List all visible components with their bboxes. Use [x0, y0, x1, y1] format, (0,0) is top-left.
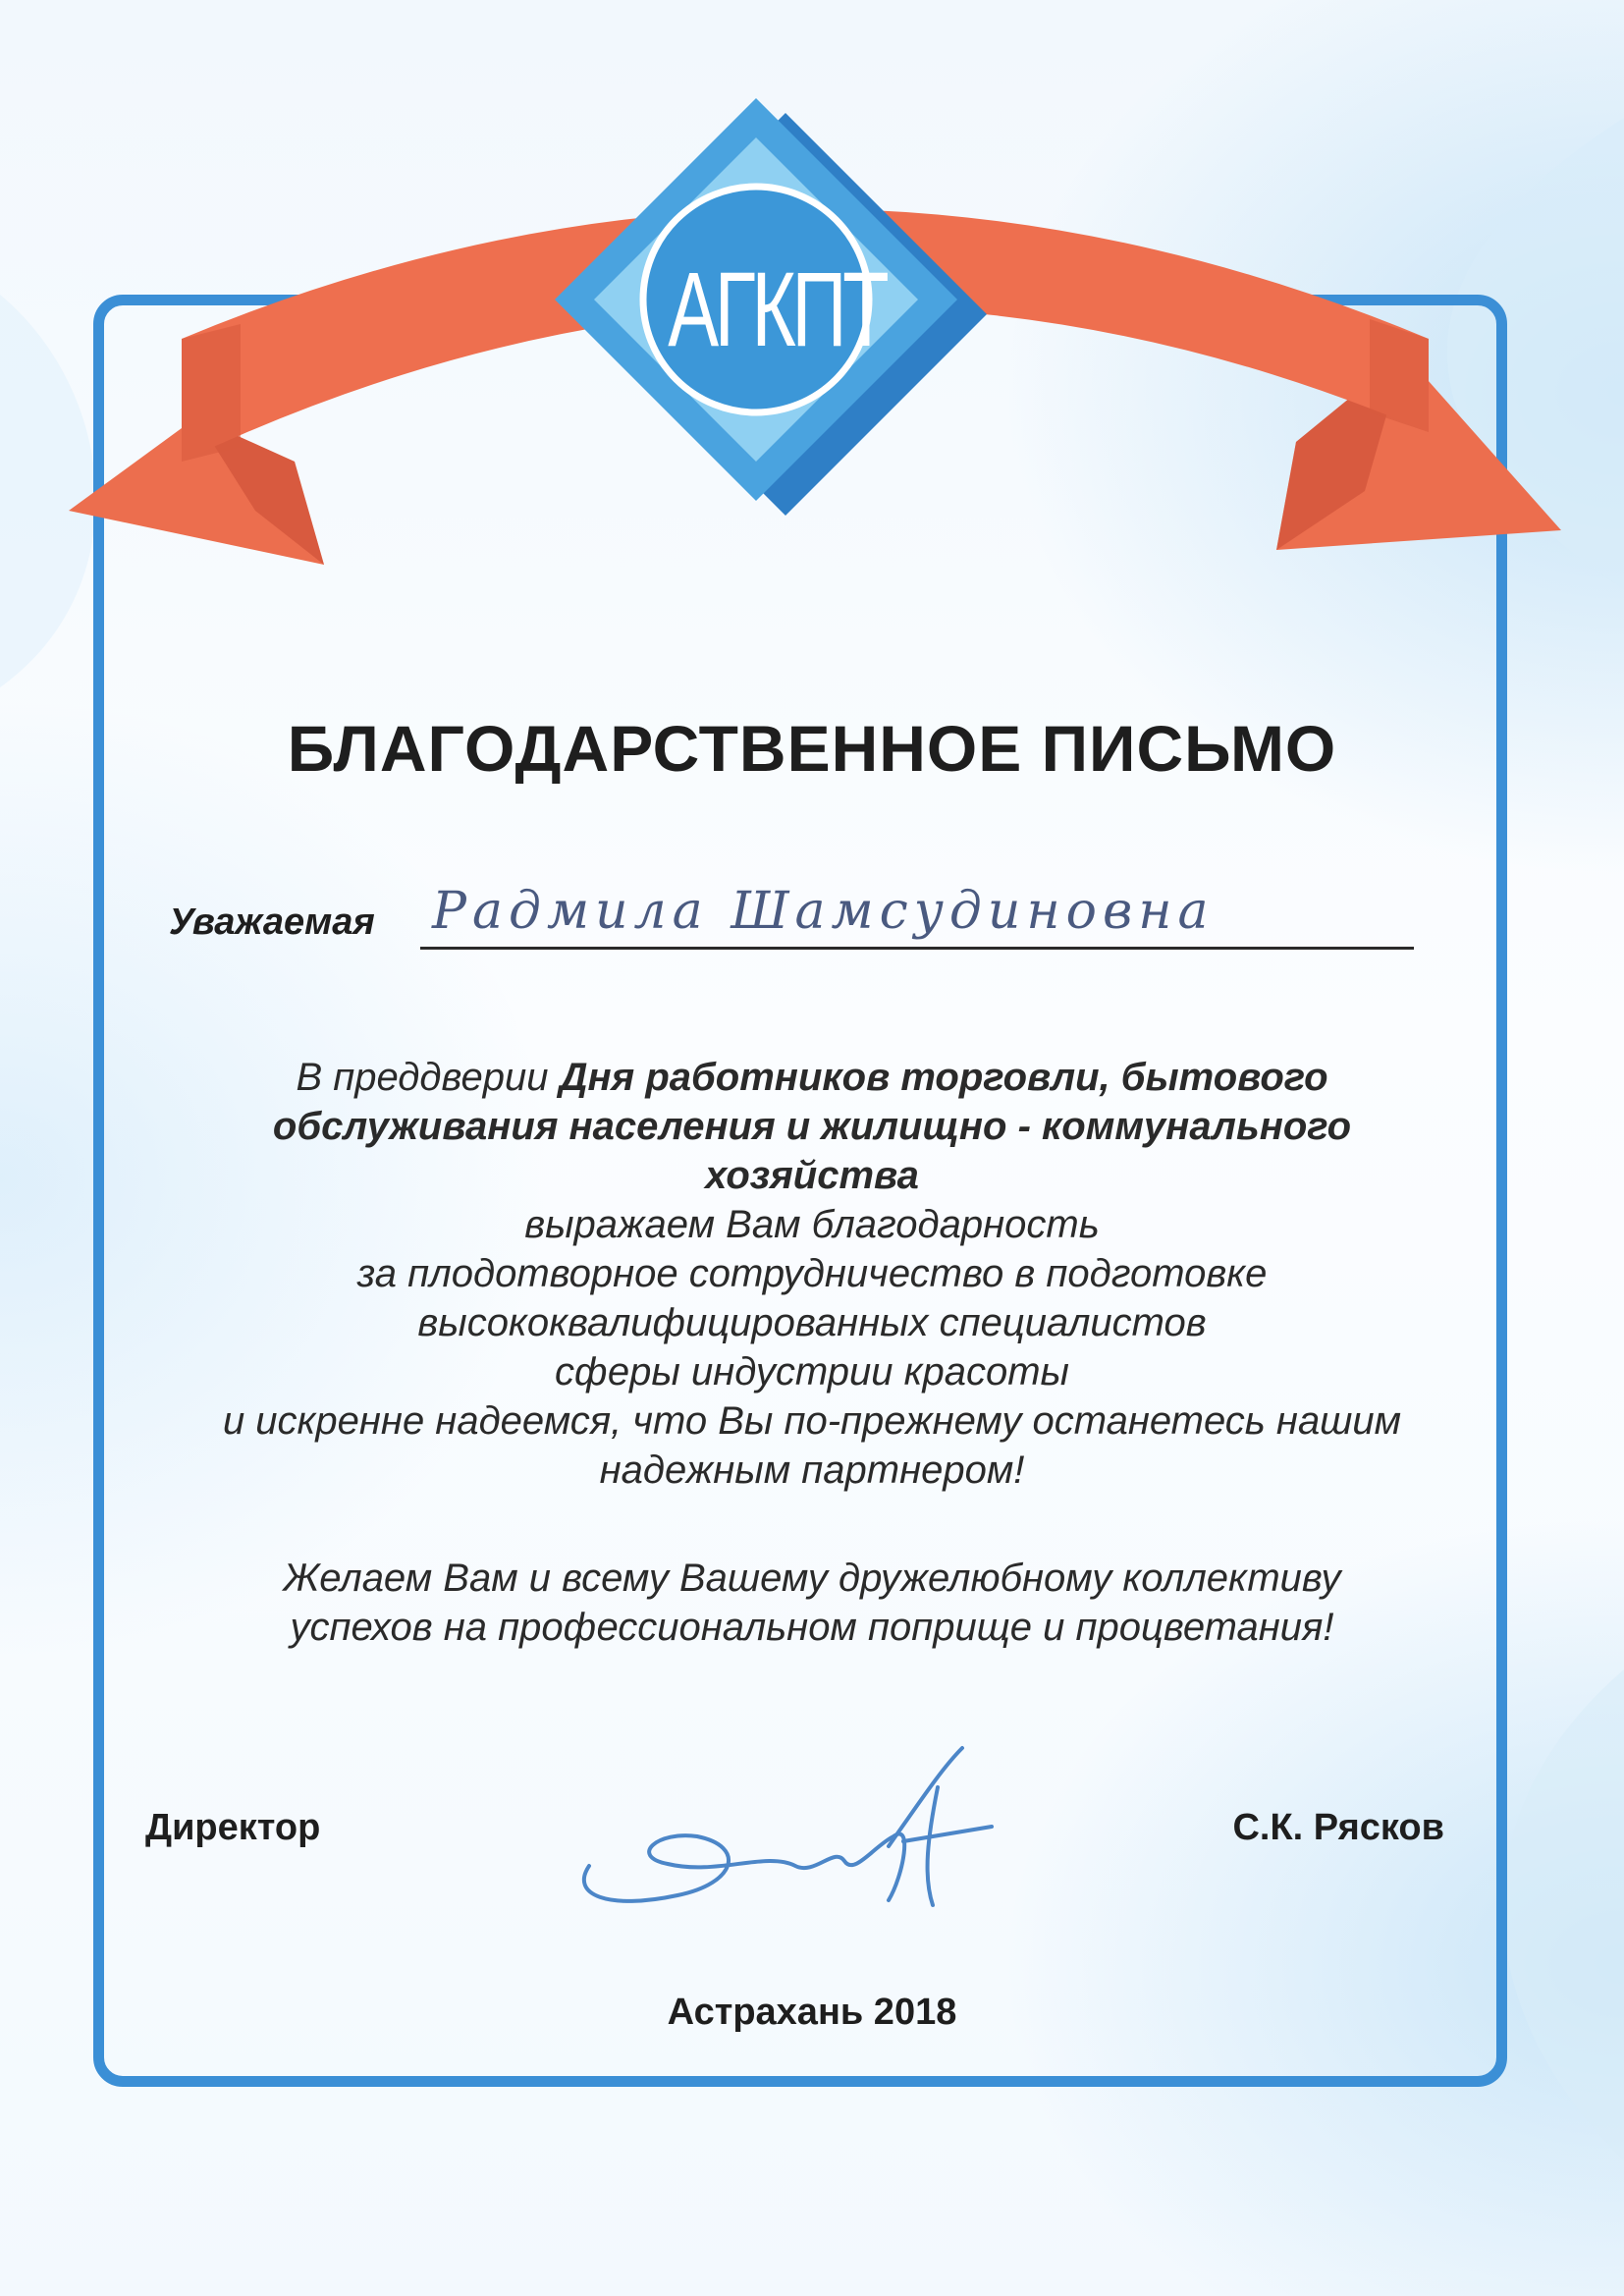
wishes-line: успехов на профессиональном поприще и процветания!	[290, 1606, 1334, 1649]
place-and-year: Астрахань 2018	[667, 1992, 957, 2033]
body-line: высококвалифицированных специалистов	[417, 1301, 1207, 1344]
body-line-intro	[118, 1053, 1506, 1102]
body-line: и искренне надеемся, что Вы по-прежнему останетесь нашим	[222, 1399, 1402, 1443]
intro-prefix: В преддверии	[296, 1056, 560, 1099]
event-name-part2: обслуживания населения и жилищно - коммунального	[272, 1105, 1352, 1148]
document-title: БЛАГОДАРСТВЕННОЕ ПИСЬМО	[287, 712, 1337, 785]
signer-name: С.К. Рясков	[1232, 1807, 1444, 1848]
greeting-label: Уважаемая	[169, 902, 375, 943]
recipient-name-handwritten: Радмила Шамсудиновна	[432, 882, 1215, 941]
wishes-line: Желаем Вам и всему Вашему дружелюбному коллективу	[283, 1557, 1341, 1600]
body-line: сферы индустрии красоты	[555, 1350, 1069, 1394]
body-line: за плодотворное сотрудничество в подготовке	[356, 1252, 1268, 1295]
body-line: надежным партнером!	[599, 1449, 1025, 1492]
event-name-part1: Дня работников торговли, бытового	[559, 1056, 1328, 1099]
signer-position: Директор	[145, 1807, 321, 1848]
body-line: выражаем Вам благодарность	[524, 1203, 1100, 1246]
handwritten-signature	[550, 1728, 1001, 1925]
event-name-part3: хозяйства	[705, 1154, 919, 1197]
name-underline	[420, 947, 1414, 950]
logo-text: АГКПТ	[668, 249, 886, 368]
